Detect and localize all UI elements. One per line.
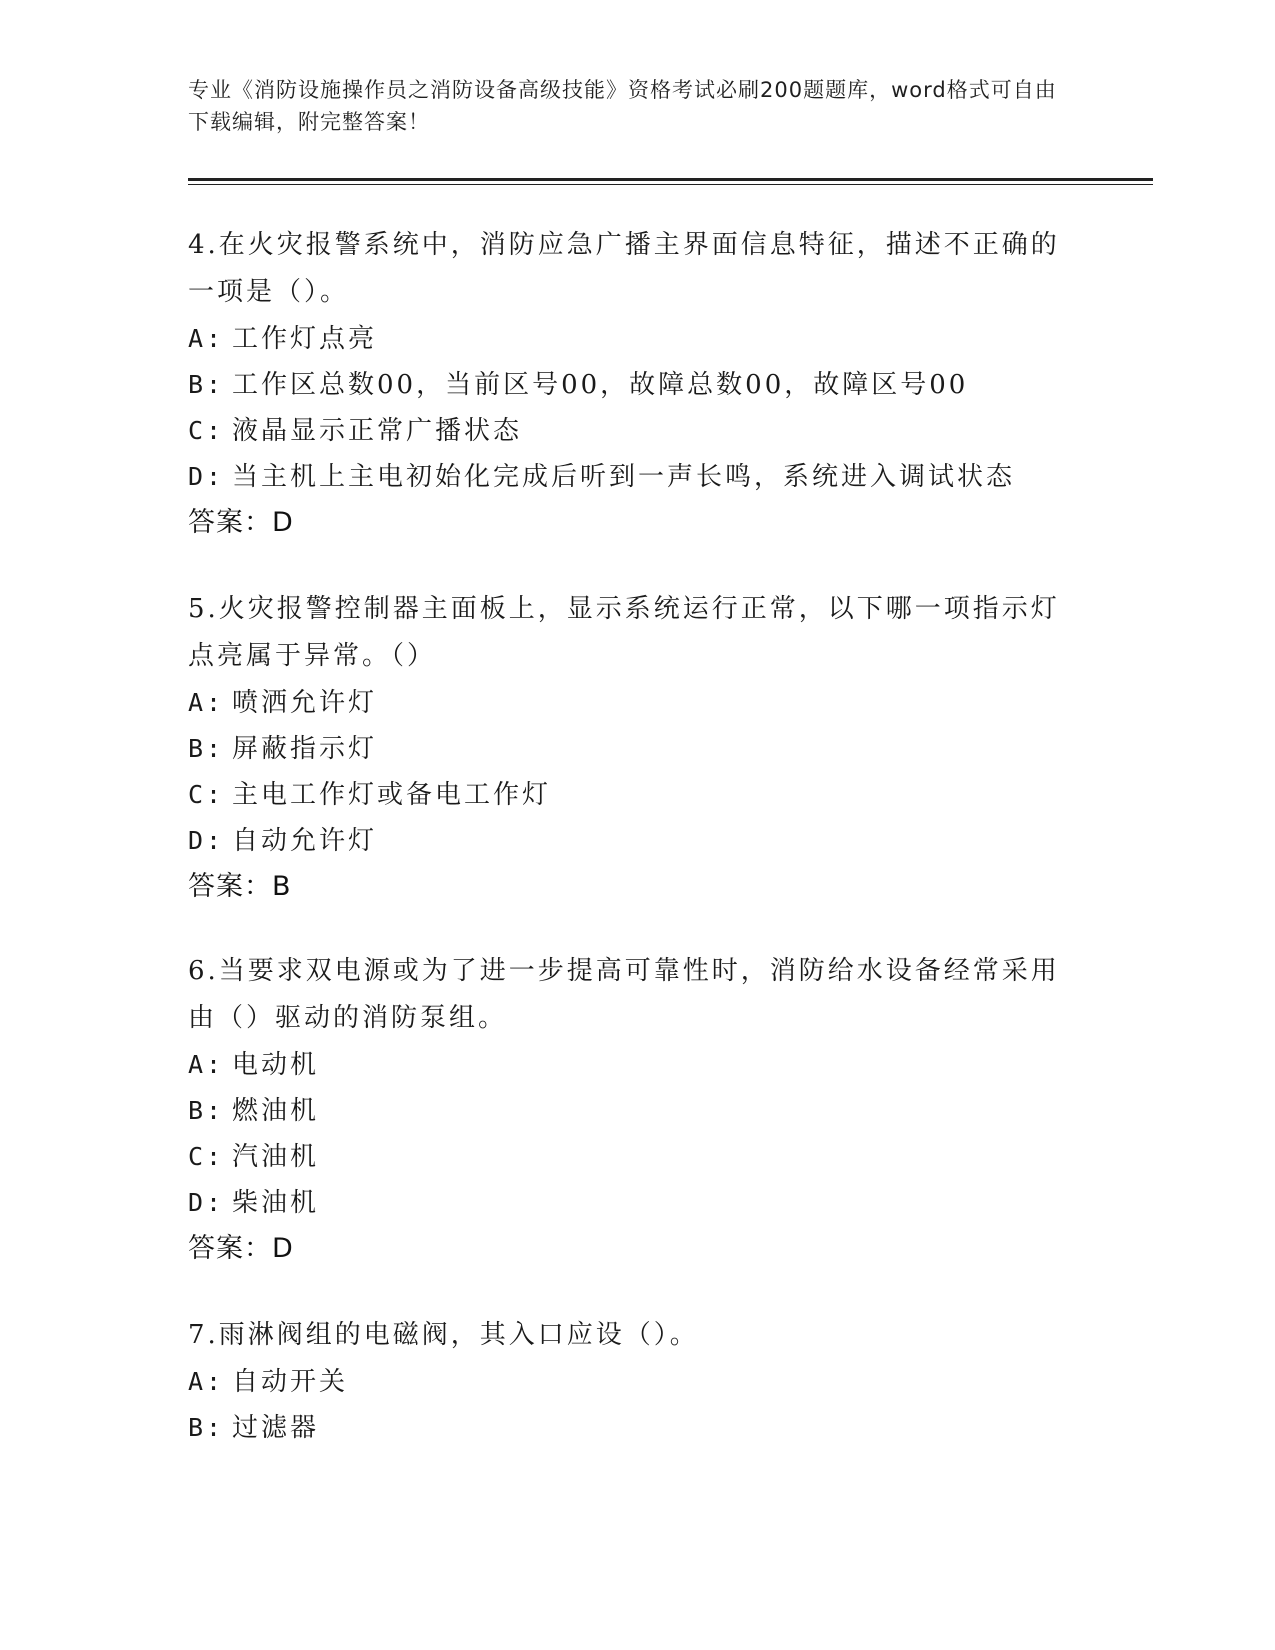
question-4 bbox=[188, 222, 1078, 546]
answer-line: 答案：B bbox=[188, 871, 292, 902]
option-key: A: bbox=[188, 324, 225, 353]
option-text: 液晶显示正常广播状态 bbox=[232, 416, 523, 446]
question-stem: 6.当要求双电源或为了进一步提高可靠性时，消防给水设备经常采用由（）驱动的消防泵组。 bbox=[188, 956, 1060, 1033]
option-key: B: bbox=[188, 1413, 225, 1442]
option-key: B: bbox=[188, 1096, 225, 1125]
option-text: 电动机 bbox=[232, 1050, 320, 1080]
header-divider-thin bbox=[188, 184, 1153, 185]
option-b bbox=[188, 726, 1078, 772]
option-text: 屏蔽指示灯 bbox=[232, 734, 378, 764]
option-b bbox=[188, 362, 1078, 408]
option-key: A: bbox=[188, 1367, 225, 1396]
option-d bbox=[188, 818, 1078, 864]
option-key: B: bbox=[188, 370, 225, 399]
option-text: 当主机上主电初始化完成后听到一声长鸣，系统进入调试状态 bbox=[232, 462, 1016, 492]
option-key: C: bbox=[188, 416, 225, 445]
option-b bbox=[188, 1088, 1078, 1134]
option-text: 自动开关 bbox=[232, 1367, 349, 1397]
option-key: A: bbox=[188, 688, 225, 717]
header-divider-thick bbox=[188, 178, 1153, 181]
option-key: C: bbox=[188, 780, 225, 809]
option-key: D: bbox=[188, 826, 225, 855]
option-text: 喷洒允许灯 bbox=[232, 688, 378, 718]
option-key: C: bbox=[188, 1142, 225, 1171]
option-b bbox=[188, 1405, 1078, 1451]
option-key: A: bbox=[188, 1050, 225, 1079]
option-d bbox=[188, 1180, 1078, 1226]
option-key: B: bbox=[188, 734, 225, 763]
option-text: 工作灯点亮 bbox=[232, 324, 378, 354]
option-text: 柴油机 bbox=[232, 1188, 320, 1218]
question-stem: 7.雨淋阀组的电磁阀，其入口应设（）。 bbox=[188, 1320, 699, 1350]
question-5 bbox=[188, 586, 1078, 910]
option-a bbox=[188, 680, 1078, 726]
option-c bbox=[188, 408, 1078, 454]
option-text: 燃油机 bbox=[232, 1096, 320, 1126]
question-stem: 4.在火灾报警系统中，消防应急广播主界面信息特征，描述不正确的一项是（）。 bbox=[188, 230, 1060, 307]
option-text: 汽油机 bbox=[232, 1142, 320, 1172]
option-d bbox=[188, 454, 1078, 500]
document-header: 专业《消防设施操作员之消防设备高级技能》资格考试必刷200题题库，word格式可自由下载编辑，附完整答案！ bbox=[188, 78, 1057, 134]
option-key: D: bbox=[188, 1188, 225, 1217]
option-text: 主电工作灯或备电工作灯 bbox=[232, 780, 552, 810]
option-a bbox=[188, 316, 1078, 362]
option-a bbox=[188, 1359, 1078, 1405]
option-a bbox=[188, 1042, 1078, 1088]
option-c bbox=[188, 1134, 1078, 1180]
option-text: 自动允许灯 bbox=[232, 826, 378, 856]
option-c bbox=[188, 772, 1078, 818]
answer-line: 答案：D bbox=[188, 507, 294, 538]
option-text: 工作区总数00，当前区号00，故障总数00，故障区号00 bbox=[232, 370, 969, 400]
question-7 bbox=[188, 1312, 1078, 1451]
option-text: 过滤器 bbox=[232, 1413, 320, 1443]
question-6 bbox=[188, 948, 1078, 1272]
question-stem: 5.火灾报警控制器主面板上，显示系统运行正常，以下哪一项指示灯点亮属于异常。（） bbox=[188, 594, 1060, 671]
answer-line: 答案：D bbox=[188, 1233, 294, 1264]
option-key: D: bbox=[188, 462, 225, 491]
